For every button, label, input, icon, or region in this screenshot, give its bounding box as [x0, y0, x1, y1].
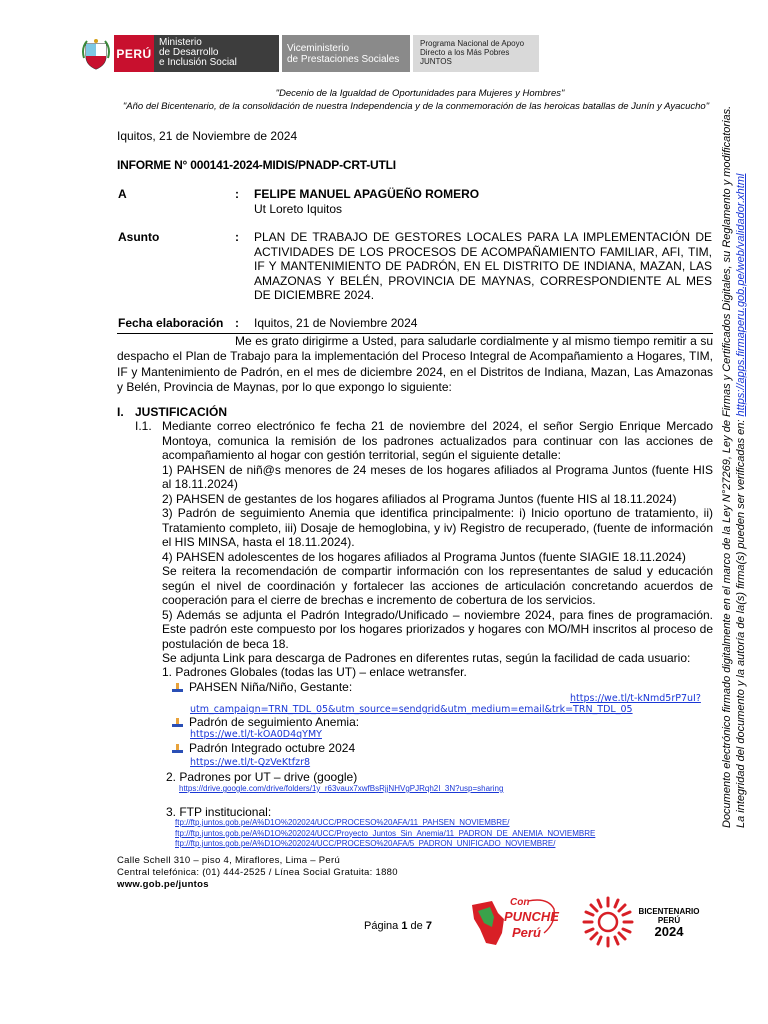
report-title: INFORME N° 000141-2024-MIDIS/PNADP-CRT-UTLI — [117, 158, 396, 172]
bullet-icon — [172, 718, 184, 727]
bullet-anemia: Padrón de seguimiento Anemia: — [172, 715, 359, 729]
date-label: Fecha elaboración — [118, 316, 224, 330]
bicentenario-emblem-icon — [582, 896, 634, 953]
point-4: 4) PAHSEN adolescentes de los hogares afiliados al Programa Juntos (fuente SIAGIE 18.11.2024) — [162, 549, 686, 564]
ftp-links — [175, 818, 595, 850]
peru-label: PERÚ — [114, 35, 154, 72]
bullet-pahsen: PAHSEN Niña/Niño, Gestante: — [172, 680, 352, 694]
peru-shield-icon — [78, 35, 114, 72]
date-colon: : — [235, 316, 239, 330]
bicentenario-text: BICENTENARIO PERÚ 2024 — [638, 907, 700, 939]
subject-colon: : — [235, 230, 239, 244]
date-value: Iquitos, 21 de Noviembre 2024 — [254, 316, 418, 330]
digital-signature-notice — [720, 28, 748, 828]
section-number: I. — [117, 405, 124, 419]
point-3: 3) Padrón de seguimiento Anemia que identifica principalmente: i) Inicio oportuno de tratamiento, ii) Tratamiento completo, iii) Dosaje de hemoglobina, y iv) Registro de recuperado, (fuente de información el HIS MINSA, hasta el 18.11.2024). — [162, 506, 713, 549]
anemia-link[interactable]: https://we.tl/t-kOA0D4qYMY — [190, 729, 322, 740]
item-body — [162, 419, 713, 666]
footer-address: Calle Schell 310 – piso 4, Miraflores, Lima – Perú — [117, 855, 341, 866]
section-title: JUSTIFICACIÓN — [135, 405, 228, 419]
point-5: 5) Además se adjunta el Padrón Integrado/Unificado – noviembre 2024, para fines de programación. Este padrón este compuesto por los hogares priorizados y hogares con MO/MH inscritos al proceso de postulación de beca 18. — [162, 607, 713, 651]
bullet-icon — [172, 683, 184, 692]
intro-paragraph: Me es grato dirigirme a Usted, para saludarle cordialmente y al mismo tiempo remitir a su despacho el Plan de Trabajo para la implementación del Proceso Integral de Acompañamiento a Hogares, TIM, IF y Mantenimiento de Padrón, en el mes de diciembre 2024, en el Distritos de Indiana, Mazan, Las Amazonas y Belén, Provincia de Maynas, por lo que expongo lo siguiente: — [117, 334, 713, 394]
place-date: Iquitos, 21 de Noviembre de 2024 — [117, 129, 298, 143]
point-2: 2) PAHSEN de gestantes de los hogares afiliados al Programa Juntos (fuente HIS al 18.11.2024) — [162, 491, 677, 506]
header-banner — [78, 35, 539, 72]
validator-link[interactable]: https://apps.firmaperu.gob.pe/web/validador.xhtml — [735, 173, 747, 417]
subject-label: Asunto — [118, 230, 160, 244]
point-1: 1) PAHSEN de niñ@s menores de 24 meses de los hogares afiliados al Programa Juntos (fuente HIS al 18.11.2024) — [162, 462, 713, 491]
viceministry-name: Viceministerio de Prestaciones Sociales — [282, 35, 410, 72]
to-name: FELIPE MANUEL APAGÜEÑO ROMERO — [254, 187, 480, 201]
decenio-text: "Decenio de la Igualdad de Oportunidades para Mujeres y Hombres" — [275, 88, 565, 99]
drive-link[interactable]: https://drive.google.com/drive/folders/1y_r63vaux7xwfBsRjjNHVgPJRqh2I_3N?usp=sharing — [179, 784, 504, 793]
to-label: A — [118, 187, 127, 201]
integrado-link[interactable]: https://we.tl/t-QzVeKtfzr8 — [190, 757, 311, 768]
footer-web: www.gob.pe/juntos — [117, 879, 209, 890]
page-number: Página 1 de 7 — [364, 920, 432, 932]
list2-title: 2. Padrones por UT – drive (google) — [166, 770, 358, 784]
signature-line-2: La integridad del documento y la autoría de la(s) firma(s) pueden ser verificadas en: https://apps.firmaperu.gob.pe/web/validador.xhtml — [735, 173, 747, 828]
to-unit: Ut Loreto Iquitos — [254, 202, 343, 216]
list3-title: 3. FTP institucional: — [166, 805, 272, 819]
bullet-icon — [172, 744, 184, 753]
program-name: Programa Nacional de Apoyo Directo a los Más Pobres JUNTOS — [413, 35, 539, 72]
list1-title: 1. Padrones Globales (todas las UT) – enlace wetransfer. — [162, 665, 467, 679]
ftp-link-unificado[interactable]: ftp://ftp.juntos.gob.pe/A%D1O%202024/UCC/PROCESO%20AFA/5_PADRON_UNIFICADO_NOVIEMBRE/ — [175, 839, 556, 848]
year-text: "Año del Bicentenario, de la consolidación de nuestra Independencia y de la conmemoración de las heroicas batallas de Junín y Ayacucho" — [122, 101, 710, 112]
con-punche-peru-logo: Con PUNCHE Perú — [468, 893, 563, 951]
bullet-integrado: Padrón Integrado octubre 2024 — [172, 741, 355, 755]
recommendation: Se reitera la recomendación de compartir información con los representantes de salud y educación según el nivel de coordinación y fortalecer las acciones de articulación concretando acuerdos de cooperación para el cierre de brechas e incremento de cobertura de los servicios. — [162, 564, 713, 607]
ftp-link-anemia[interactable]: ftp://ftp.juntos.gob.pe/A%D1O%202024/UCC/Proyecto_Juntos_Sin_Anemia/11_PADRON_DE_ANEMIA_NOVIEMBRE — [175, 828, 596, 838]
pahsen-link-part1[interactable]: https://we.tl/t-kNmd5rP7uI? — [570, 693, 701, 704]
ftp-link-pahsen[interactable]: ftp://ftp.juntos.gob.pe/A%D1O%202024/UCC/PROCESO%20AFA/11_PAHSEN_NOVIEMBRE/ — [175, 818, 510, 827]
footer-contact — [117, 855, 398, 891]
footer-phone: Central telefónica: (01) 444-2525 / Línea Social Gratuita: 1880 — [117, 867, 398, 878]
signature-line-1: Documento electrónico firmado digitalmente en el marco de la Ley N°27269, Ley de Firmas y Certificados Digitales, su Reglamento y modificatorias. — [721, 105, 733, 828]
item-number: I.1. — [135, 419, 152, 433]
to-colon: : — [235, 187, 239, 201]
pahsen-link-part2[interactable]: utm_campaign=TRN_TDL_05&utm_source=sendgrid&utm_medium=email&trk=TRN_TDL_05 — [190, 704, 633, 715]
item-intro: Mediante correo electrónico fe fecha 21 de noviembre del 2024, el señor Sergio Enrique Mercado Montoya, comunica la remisión de los padrones actualizados para continuar con las acciones de acompañamiento al hogar con gestión territorial, según el siguiente detalle: — [162, 419, 713, 462]
ministry-name: Ministerio de Desarrollo e Inclusión Social — [154, 35, 279, 72]
subject-text: PLAN DE TRABAJO DE GESTORES LOCALES PARA LA IMPLEMENTACIÓN DE ACTIVIDADES DE LOS PROCESOS DE ACOMPAÑAMIENTO FAMILIAR, AFI, TIM, IF Y MANTENIMIENTO DE PADRÓN, EN EL DISTRITO DE INDIANA, MAZAN, LAS AMAZONAS Y BELÉN, PROVINCIA DE MAYNAS, CORRESPONDIENTE AL MES DE DICIEMBRE 2024. — [254, 230, 712, 303]
download-note: Se adjunta Link para descarga de Padrones en diferentes rutas, según la facilidad de cada usuario: — [162, 651, 691, 665]
